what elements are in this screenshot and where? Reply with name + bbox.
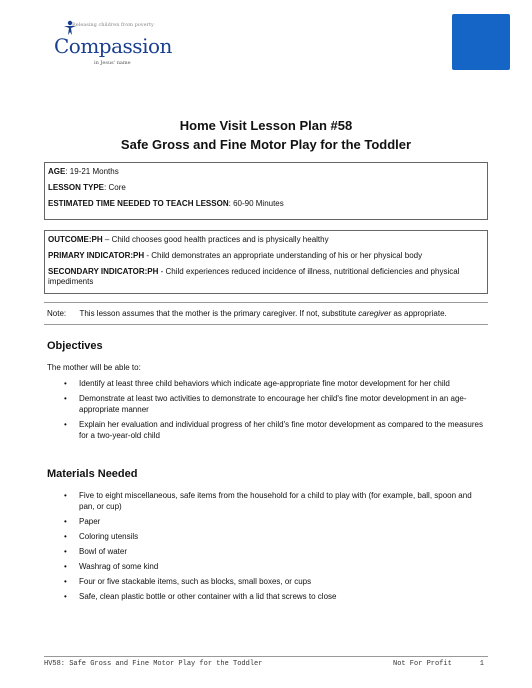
objectives-list xyxy=(47,378,487,445)
footer-nonprofit: Not For Profit xyxy=(393,660,452,668)
note-text-end: as appropriate. xyxy=(391,309,447,318)
footer-title: HV58: Safe Gross and Fine Motor Play for the Toddler xyxy=(44,660,263,668)
age-line: AGE: 19-21 Months xyxy=(48,167,119,176)
time-needed-line: ESTIMATED TIME NEEDED TO TEACH LESSON: 60-90 Minutes xyxy=(48,199,284,208)
brand-square xyxy=(452,14,510,70)
list-item: • Five to eight miscellaneous, safe items from the household for a child to play with (for example, ball, spoon and pan, or cup) xyxy=(47,490,487,512)
materials-list xyxy=(47,490,487,606)
list-item: • Identify at least three child behaviors which indicate age-appropriate fine motor development for her child xyxy=(47,378,487,389)
logo-tagline: Releasing children from poverty xyxy=(72,22,154,28)
note-label: Note: xyxy=(47,309,67,318)
list-item: • Safe, clean plastic bottle or other container with a lid that screws to close xyxy=(47,591,487,602)
page-footer xyxy=(44,656,488,668)
list-item: • Four or five stackable items, such as blocks, small boxes, or cups xyxy=(47,576,487,587)
objectives-heading: Objectives xyxy=(47,340,103,352)
page-number: 1 xyxy=(479,660,484,668)
list-item: • Explain her evaluation and individual progress of her child's fine motor development as compared to the measures for a two-year-old child xyxy=(47,419,487,441)
list-item: • Bowl of water xyxy=(47,546,487,557)
lesson-info-box xyxy=(44,162,488,220)
primary-indicator-line: PRIMARY INDICATOR:PH - Child demonstrates an appropriate understanding of his or her physical body xyxy=(48,251,423,260)
logo-subline: in Jesus' name xyxy=(94,60,131,66)
list-item: • Paper xyxy=(47,516,487,527)
list-item: • Coloring utensils xyxy=(47,531,487,542)
materials-heading: Materials Needed xyxy=(47,468,138,480)
page-title: Home Visit Lesson Plan #58 xyxy=(179,118,353,133)
list-item: • Demonstrate at least two activities to demonstrate to encourage her child's fine motor development in an age-appropriate manner xyxy=(47,393,487,415)
compassion-logo xyxy=(54,20,174,72)
outcome-box xyxy=(44,230,488,294)
note-italic: caregiver xyxy=(358,309,392,318)
list-item: • Washrag of some kind xyxy=(47,561,487,572)
secondary-indicator-line: SECONDARY INDICATOR:PH - Child experiences reduced incidence of illness, nutritional deficiencies and physical impediments xyxy=(48,267,460,286)
outcome-line: OUTCOME:PH – Child chooses good health practices and is physically healthy xyxy=(48,235,329,244)
page-subtitle: Safe Gross and Fine Motor Play for the Toddler xyxy=(120,137,412,152)
objectives-intro: The mother will be able to: xyxy=(47,363,141,372)
logo-wordmark: Compassion xyxy=(54,34,172,58)
lesson-type-line: LESSON TYPE: Core xyxy=(48,183,126,192)
note-text: This lesson assumes that the mother is the primary caregiver. If not, substitute xyxy=(79,309,359,318)
note-box xyxy=(44,302,488,325)
